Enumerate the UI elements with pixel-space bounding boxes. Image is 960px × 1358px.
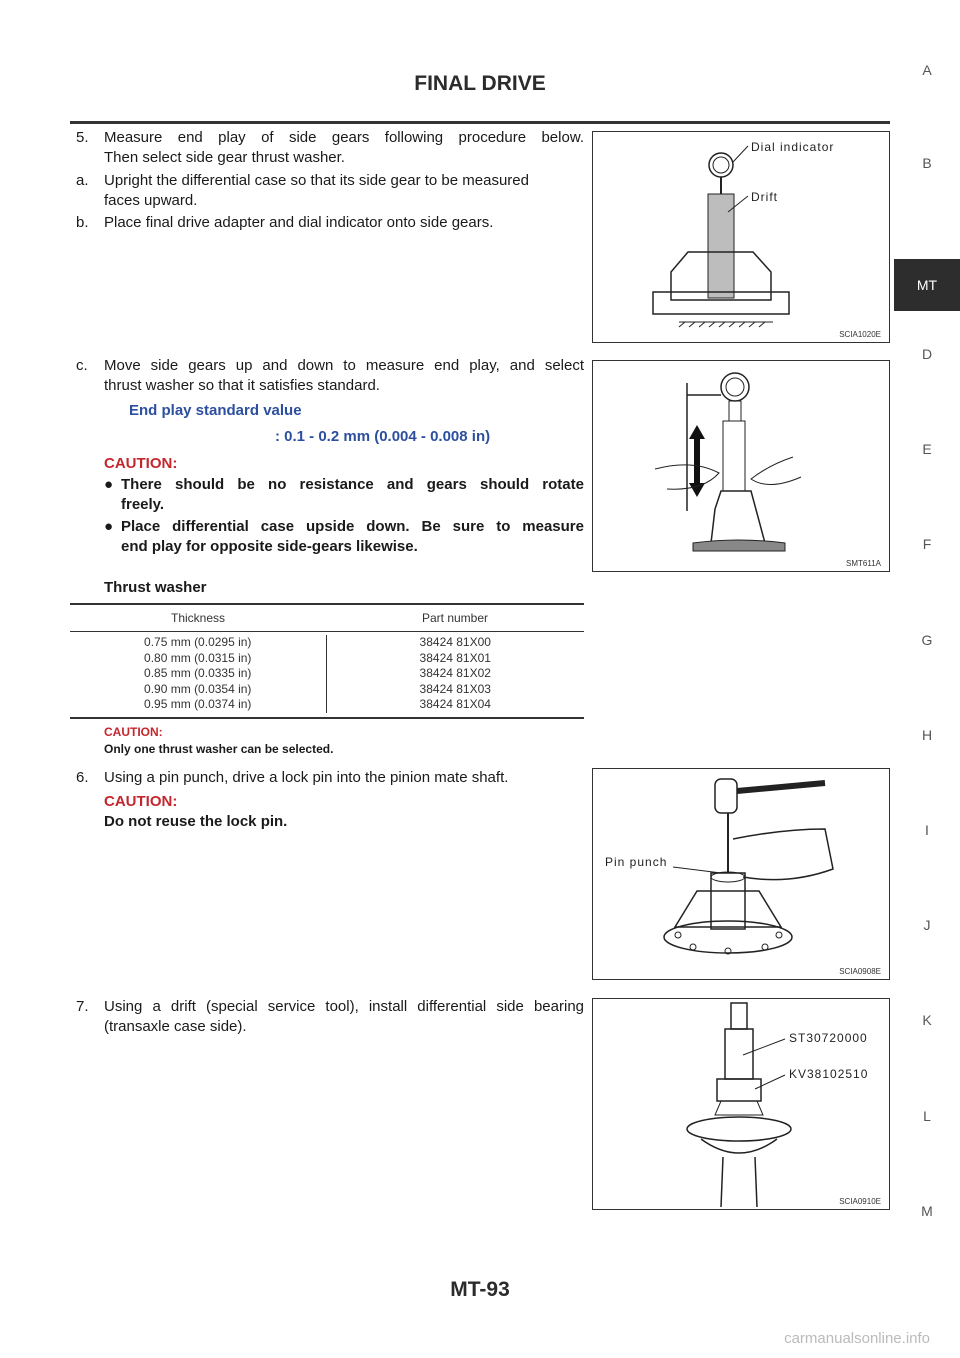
- thickness-cells: [70, 635, 327, 713]
- table-cell: 38424 81X04: [419, 697, 491, 711]
- table-cell: 38424 81X00: [419, 635, 491, 649]
- label-drift: Drift: [751, 190, 778, 204]
- figure-side-bearing-install: [592, 998, 890, 1210]
- caution-bullet-2: ● Place differential case upside down. Be sure to measure end play for opposite side-gears likewise.: [104, 518, 584, 555]
- standard-value: : 0.1 - 0.2 mm (0.004 - 0.008 in): [275, 428, 491, 445]
- tab-i[interactable]: I: [925, 822, 929, 838]
- step-5-line1: Measure end play of side gears following procedure below.: [104, 129, 584, 146]
- step-7-line2: (transaxle case side).: [104, 1018, 247, 1035]
- tab-f[interactable]: F: [922, 536, 932, 552]
- header-rule: [70, 121, 890, 124]
- tab-e[interactable]: E: [922, 441, 932, 457]
- step-5-line2: Then select side gear thrust washer.: [104, 149, 345, 166]
- tab-l[interactable]: L: [923, 1108, 931, 1124]
- thrust-washer-table: [70, 603, 584, 719]
- figure-end-play-measure: [592, 360, 890, 572]
- tab-g[interactable]: G: [921, 632, 933, 648]
- table-caution-text: Only one thrust washer can be selected.: [104, 742, 334, 756]
- tab-h[interactable]: H: [921, 727, 933, 743]
- header-thickness: Thickness: [170, 611, 226, 625]
- caution-bullet-1: ● There should be no resistance and gears should rotate freely.: [104, 476, 584, 513]
- section-index: [894, 0, 960, 1358]
- tab-a[interactable]: A: [922, 62, 932, 78]
- tab-mt[interactable]: MT: [894, 259, 960, 311]
- tab-j[interactable]: J: [923, 917, 931, 933]
- table-title: Thrust washer: [104, 579, 207, 596]
- table-cell: 38424 81X02: [419, 666, 491, 680]
- tab-b[interactable]: B: [922, 155, 932, 171]
- caution-heading: CAUTION:: [104, 455, 178, 472]
- end-play-illustration: [593, 361, 889, 571]
- table-cell: 0.85 mm (0.0335 in): [144, 666, 252, 680]
- table-cell: 0.90 mm (0.0354 in): [144, 681, 252, 696]
- label-kv38102510: KV38102510: [789, 1067, 869, 1081]
- figure-code: SCIA0910E: [839, 1197, 881, 1206]
- tab-m[interactable]: M: [921, 1203, 933, 1219]
- figure-code: SCIA1020E: [839, 330, 881, 339]
- label-st30720000: ST30720000: [789, 1031, 868, 1045]
- label-pin-punch: Pin punch: [605, 855, 668, 869]
- standard-label: End play standard value: [129, 402, 302, 419]
- page-number: MT-93: [450, 1278, 510, 1301]
- table-cell: 0.80 mm (0.0315 in): [144, 650, 252, 665]
- step-6-text: Using a pin punch, drive a lock pin into the pinion mate shaft.: [104, 769, 509, 786]
- table-cell: 0.75 mm (0.0295 in): [144, 635, 252, 649]
- substep-letter: b.: [76, 214, 89, 231]
- table-cell: 0.95 mm (0.0374 in): [144, 697, 252, 711]
- step-5c-line1: Move side gears up and down to measure end play, and select: [104, 357, 584, 374]
- step-6: [76, 768, 584, 788]
- table-cell: 38424 81X03: [419, 681, 491, 696]
- step-7-line1: Using a drift (special service tool), install differential side bearing: [104, 998, 584, 1015]
- step-5b: [76, 213, 584, 233]
- step-number: 7.: [76, 998, 89, 1015]
- table-caution-heading: CAUTION:: [104, 725, 163, 739]
- step-6-caution-text: Do not reuse the lock pin.: [104, 813, 288, 830]
- step-5a: [76, 171, 584, 211]
- header-part-number: Part number: [421, 611, 489, 625]
- page-title: FINAL DRIVE: [414, 72, 546, 95]
- step-5c: [76, 356, 584, 396]
- step-5a-line1: Upright the differential case so that its side gear to be measured: [104, 172, 529, 189]
- substep-letter: c.: [76, 357, 88, 374]
- part-number-cells: [327, 635, 585, 713]
- pin-punch-illustration: [593, 769, 889, 979]
- dial-indicator-illustration: [593, 132, 889, 342]
- step-number: 5.: [76, 129, 89, 146]
- step-7: [76, 997, 584, 1037]
- figure-code: SMT611A: [846, 559, 881, 568]
- bullet-icon: ●: [104, 518, 114, 535]
- table-cell: 38424 81X01: [419, 650, 491, 665]
- substep-letter: a.: [76, 172, 89, 189]
- tab-k[interactable]: K: [922, 1012, 932, 1028]
- step-5a-line2: faces upward.: [104, 192, 198, 209]
- step-5c-line2: thrust washer so that it satisfies standard.: [104, 377, 380, 394]
- figure-dial-indicator: [592, 131, 890, 343]
- watermark: carmanualsonline.info: [784, 1330, 930, 1347]
- figure-pin-punch: [592, 768, 890, 980]
- step-5b-text: Place final drive adapter and dial indicator onto side gears.: [104, 214, 494, 231]
- step-5: [76, 128, 584, 168]
- tab-d[interactable]: D: [921, 346, 933, 362]
- figure-code: SCIA0908E: [839, 967, 881, 976]
- step-6-caution-heading: CAUTION:: [104, 793, 178, 810]
- label-dial-indicator: Dial indicator: [751, 140, 835, 154]
- bullet-icon: ●: [104, 476, 114, 493]
- step-number: 6.: [76, 769, 89, 786]
